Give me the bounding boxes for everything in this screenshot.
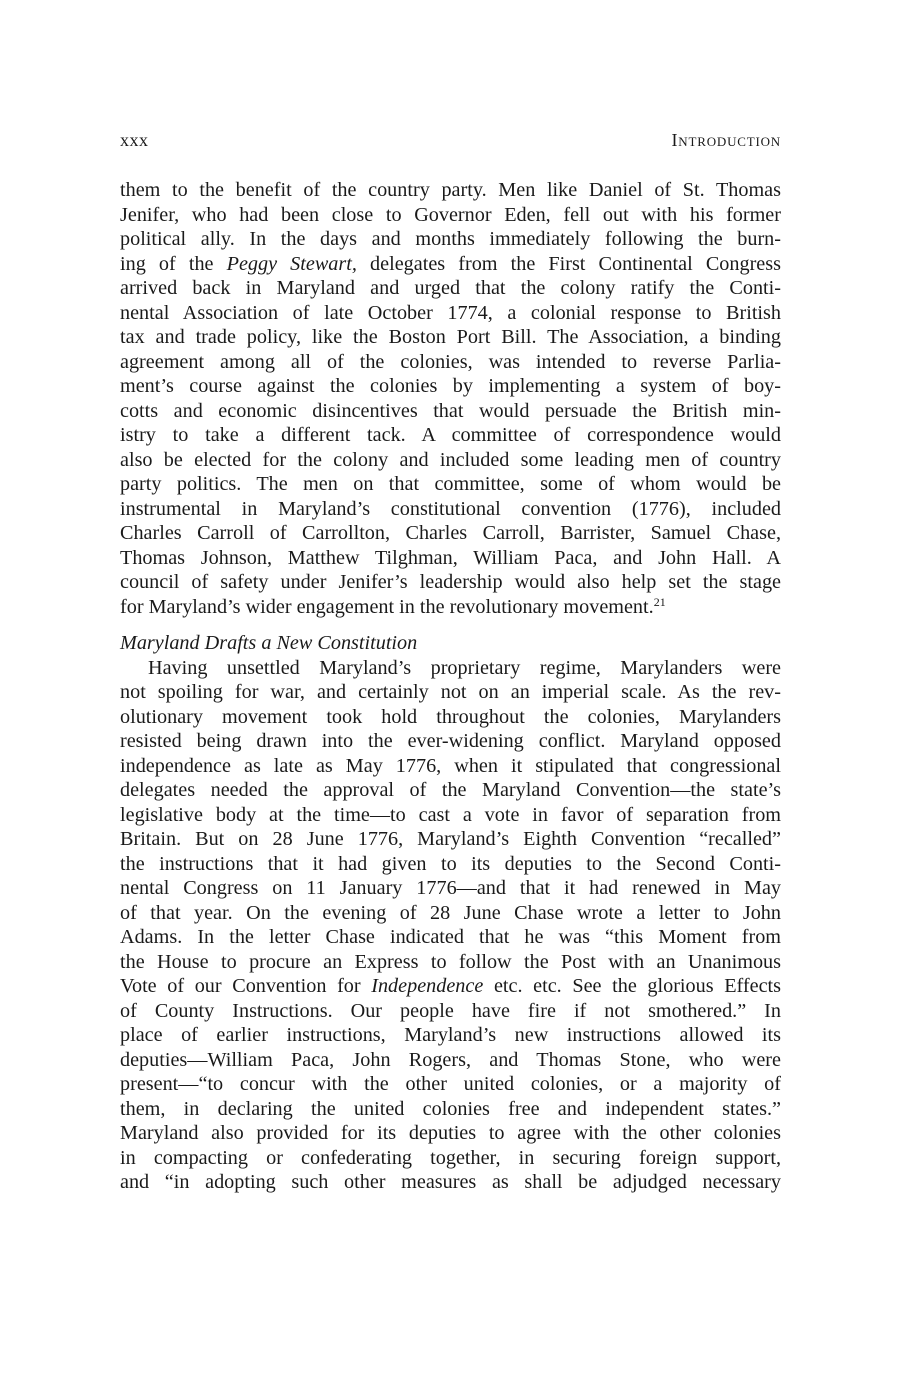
text-line: them to the benefit of the country party. Men like Daniel of St. Thomas xyxy=(120,179,781,201)
text-line: council of safety under Jenifer’s leadership would also help set the stage xyxy=(120,571,781,593)
paragraph xyxy=(120,178,781,619)
running-head xyxy=(120,130,781,156)
text-line: ment’s course against the colonies by implementing a system of boy- xyxy=(120,375,781,397)
text-line: instrumental in Maryland’s constitutional convention (1776), included xyxy=(120,497,781,520)
text-line: deputies—William Paca, John Rogers, and Thomas Stone, who were xyxy=(120,1048,781,1071)
text-line: the House to procure an Express to follow the Post with an Unanimous xyxy=(120,950,781,973)
text-line: Having unsettled Maryland’s proprietary regime, Marylanders were xyxy=(148,656,781,679)
text-line: legislative body at the time—to cast a vote in favor of separation from xyxy=(120,803,781,826)
text-line: istry to take a different tack. A committee of correspondence would xyxy=(120,424,781,446)
text-segment: for Maryland’s wider engagement in the revolutionary movement. xyxy=(120,595,654,618)
text-line: of County Instructions. Our people have fire if not smothered.” In xyxy=(120,999,781,1022)
body-text xyxy=(120,178,781,1195)
text-segment: etc. etc. See the glorious Effects xyxy=(483,975,781,997)
text-segment: Vote of our Convention for xyxy=(120,975,372,997)
text-line: arrived back in Maryland and urged that the colony ratify the Conti- xyxy=(120,277,781,299)
text-line: political ally. In the days and months immediately following the burn- xyxy=(120,228,781,250)
paragraph xyxy=(120,656,781,1195)
text-line: Maryland also provided for its deputies to agree with the other colonies xyxy=(120,1122,781,1144)
text-line: resisted being drawn into the ever-widening conflict. Maryland opposed xyxy=(120,730,781,752)
text-line: place of earlier instructions, Maryland’s new instructions allowed its xyxy=(120,1024,781,1046)
text-line xyxy=(120,252,781,277)
text-line: Adams. In the letter Chase indicated that he was “this Moment from xyxy=(120,926,781,948)
footnote-reference[interactable]: 21 xyxy=(653,594,666,609)
text-segment: delegates from the First Continental Congress xyxy=(356,252,781,275)
text-line xyxy=(120,974,781,999)
text-line: Thomas Johnson, Matthew Tilghman, William Paca, and John Hall. A xyxy=(120,546,781,569)
text-line: nental Association of late October 1774, a colonial response to British xyxy=(120,301,781,324)
text-line: them, in declaring the united colonies free and independent states.” xyxy=(120,1097,781,1120)
text-line: nental Congress on 11 January 1776—and that it had renewed in May xyxy=(120,877,781,899)
section-title: Introduction xyxy=(671,130,781,150)
text-line: not spoiling for war, and certainly not on an imperial scale. As the rev- xyxy=(120,681,781,703)
text-segment: ing of the xyxy=(120,252,227,275)
page-number: xxx xyxy=(120,130,149,150)
text-line: the instructions that it had given to its deputies to the Second Conti- xyxy=(120,852,781,875)
text-line: in compacting or confederating together, in securing foreign support, xyxy=(120,1146,781,1169)
emphasis: Independence xyxy=(371,975,484,997)
ship-name: Peggy Stewart, xyxy=(226,252,357,275)
text-line: party politics. The men on that committee, some of whom would be xyxy=(120,473,781,495)
paragraph-gap xyxy=(120,619,781,631)
text-line: independence as late as May 1776, when it stipulated that congressional xyxy=(120,754,781,777)
text-line: also be elected for the colony and included some leading men of country xyxy=(120,448,781,471)
text-line: of that year. On the evening of 28 June Chase wrote a letter to John xyxy=(120,901,781,924)
text-line: cotts and economic disincentives that would persuade the British min- xyxy=(120,399,781,422)
text-line: agreement among all of the colonies, was intended to reverse Parlia- xyxy=(120,350,781,373)
text-line xyxy=(120,595,781,620)
text-line: Britain. But on 28 June 1776, Maryland’s Eighth Convention “recalled” xyxy=(120,828,781,850)
text-line: and “in adopting such other measures as shall be adjudged necessary xyxy=(120,1171,781,1193)
text-line: tax and trade policy, like the Boston Port Bill. The Association, a binding xyxy=(120,326,781,348)
section-subheading: Maryland Drafts a New Constitution xyxy=(120,632,418,654)
text-line: Charles Carroll of Carrollton, Charles Carroll, Barrister, Samuel Chase, xyxy=(120,522,781,544)
text-line: Jenifer, who had been close to Governor Eden, fell out with his former xyxy=(120,203,781,226)
text-line: olutionary movement took hold throughout the colonies, Marylanders xyxy=(120,705,781,728)
text-line: present—“to concur with the other united colonies, or a majority of xyxy=(120,1073,781,1095)
text-line: delegates needed the approval of the Maryland Convention—the state’s xyxy=(120,779,781,801)
